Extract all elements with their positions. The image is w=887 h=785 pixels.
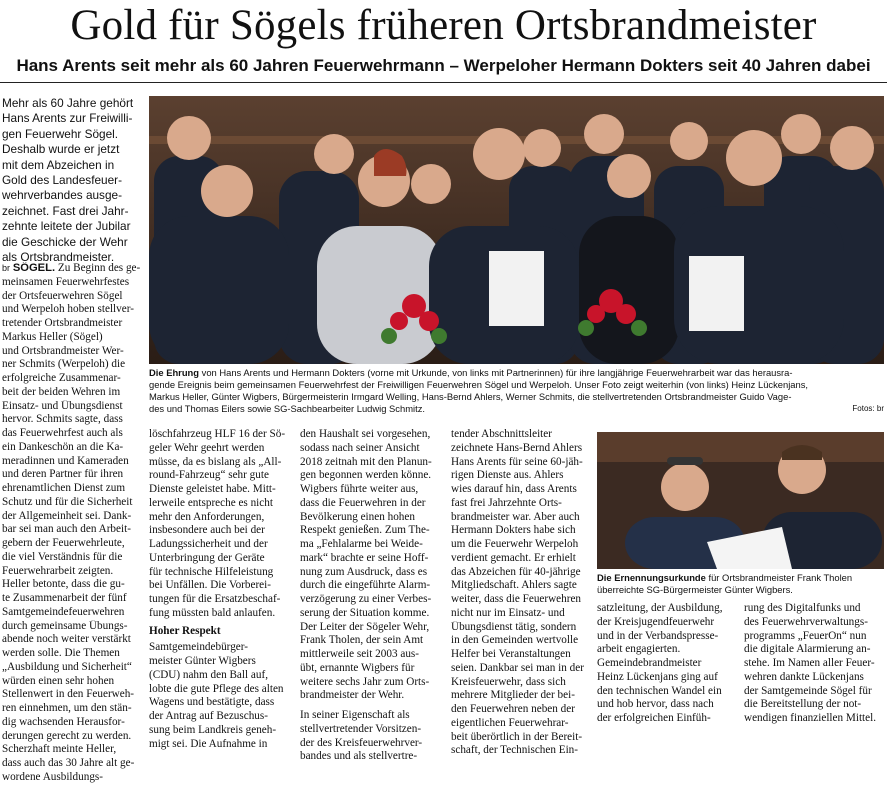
text-line: zehnte leitete der Jubilar bbox=[2, 219, 131, 234]
text-line: arbeit engagierten. bbox=[597, 643, 681, 656]
text-line: meradinnen und Kameraden bbox=[2, 454, 129, 467]
text-line: ehrenamtlichen Dienst zum bbox=[2, 482, 126, 494]
text-line: die Geschicke der Wehr bbox=[2, 234, 128, 249]
text-line: satzleitung, der Ausbildung, bbox=[597, 602, 723, 614]
article-column-6 bbox=[744, 602, 884, 726]
text-line: Hermann Dokters habe sich bbox=[451, 524, 576, 537]
subhead: Hoher Respekt bbox=[149, 624, 221, 637]
text-line: nicht nur im Einsatz- und bbox=[451, 606, 565, 619]
text-line: der Ortsfeuerwehren Sögel bbox=[2, 289, 123, 302]
text-line: sung beim Landkreis geneh- bbox=[149, 723, 277, 736]
text-line: fast frei Jahrzehnte Orts- bbox=[451, 496, 562, 509]
text-line: Bevölkerung einen hohen bbox=[300, 510, 415, 523]
main-photo bbox=[149, 96, 884, 364]
text-line: bandes und als stellvertre- bbox=[300, 750, 418, 763]
headline: Gold für Sögels früheren Ortsbrandmeister bbox=[70, 2, 817, 49]
text-line: bei Unfällen. Die Vorberei- bbox=[149, 579, 271, 592]
text-line: wehrverbandes ausge- bbox=[2, 188, 123, 203]
text-line: für technische Hilfeleistung bbox=[149, 565, 274, 578]
text-line: round-Fahrzeug“ sehr gute bbox=[149, 469, 269, 482]
text-line: wies darauf hin, dass Arents bbox=[451, 483, 577, 495]
text-line: zeichnete Hans-Bernd Ahlers bbox=[451, 441, 583, 454]
text-line: mehr den Anforderungen, bbox=[149, 510, 265, 523]
article-column-3 bbox=[300, 428, 446, 764]
text-line: zeichnet. Fast drei Jahr- bbox=[2, 203, 129, 218]
text-line: weiter, dass die Feuerwehren bbox=[451, 593, 582, 605]
text-line: durch die eingeführte Alarm- bbox=[300, 579, 431, 592]
text-line: fung müssten bald anlaufen. bbox=[149, 606, 276, 619]
text-line: Scherzhaft meinte Heller, bbox=[2, 743, 117, 756]
text-line: lerweile entspreche es nicht bbox=[149, 496, 273, 509]
text-line: und Ortsbrandmeister Wer- bbox=[2, 344, 124, 357]
text-line: müsse, da es bislang als „All- bbox=[149, 455, 282, 468]
certificate-caption bbox=[597, 572, 884, 596]
text-line: verzögerung zu einer Verbes- bbox=[300, 593, 432, 605]
divider bbox=[0, 82, 887, 83]
text-line: wehren dankte Lückenjans bbox=[744, 670, 864, 683]
text-line: tretender Ortsbrandmeister bbox=[2, 317, 123, 329]
text-line: der des Kreisfeuerwehrver- bbox=[300, 736, 423, 749]
text-line: und in der Verbandspresse- bbox=[597, 629, 719, 642]
text-line: Übungsdienst tätig, sondern bbox=[451, 620, 577, 633]
text-line: mark“ brachte er seine Hoff- bbox=[300, 551, 429, 564]
dateline-prefix: br bbox=[2, 263, 11, 273]
text-line: ein Dankeschön an die Ka- bbox=[2, 440, 124, 453]
text-line: dig wachsenden Herausfor- bbox=[2, 715, 125, 728]
text-line: (CDU) nahm den Ball auf, bbox=[149, 668, 268, 681]
subline: Hans Arents seit mehr als 60 Jahren Feuerwehrmann – Werpeloher Hermann Dokters seit 40 Jahren dabei bbox=[16, 56, 871, 75]
text-line: Gold des Landesfeuer- bbox=[2, 173, 123, 188]
caption-line: für Ortsbrandmeister Frank Tholen bbox=[705, 572, 853, 583]
text-line: der erfolgreichen Einfüh- bbox=[597, 712, 711, 724]
text-line: „Ausbildung und Sicherheit“ bbox=[2, 660, 132, 673]
text-line: erfolgreiche Zusammenar- bbox=[2, 372, 121, 384]
caption-lead: Die Ehrung bbox=[149, 367, 200, 378]
text-line: eigentlichen Feuerwehrar- bbox=[451, 716, 569, 729]
text-line: gebern der Feuerwehrleute, bbox=[2, 537, 125, 549]
text-line: den Haushalt sei vorgesehen, bbox=[300, 428, 431, 440]
text-line: Wagens und bestätigte, dass bbox=[149, 696, 275, 709]
text-line: dass die Feuerwehren in der bbox=[300, 496, 426, 509]
text-line: Hans Arents zur Freiwilli- bbox=[2, 111, 133, 126]
text-line: löschfahrzeug HLF 16 der Sö- bbox=[149, 428, 286, 440]
text-line: tungen für die Ersatzbeschaf- bbox=[149, 593, 281, 605]
caption-line: von Hans Arents und Hermann Dokters (vorne mit Urkunde, von links mit Partnerinnen) für ihre langjährige Feuerwehrarbeit war das herausra- bbox=[201, 367, 793, 378]
group-photo-illustration bbox=[149, 96, 884, 364]
text-line: abende noch weiter verstärkt bbox=[2, 633, 131, 646]
text-line: wendigen finanziellen Mittel. bbox=[744, 712, 877, 724]
text-line: um die Feuerwehr Werpeloh bbox=[451, 538, 579, 550]
text-line: und hob hervor, dass nach bbox=[597, 698, 714, 711]
text-line: te Zusammenarbeit der fünf bbox=[2, 592, 127, 604]
text-line: Helfer bei Veranstaltungen bbox=[451, 648, 571, 660]
caption-line: Markus Heller, Günter Wigbers, Bürgermeisterin Irmgard Welling, Hans-Bernd Ahlers, Werner Schmits, die stellvertretenden Ortsbrandmeister Guido Vage- bbox=[149, 391, 792, 402]
text-line: migt sei. Die Aufnahme in bbox=[149, 737, 268, 750]
certificate-photo-illustration bbox=[597, 432, 884, 569]
text-line: tender Abschnittsleiter bbox=[451, 428, 552, 440]
text-line: derungen gerecht zu werden. bbox=[2, 729, 132, 742]
text-line: als Ortsbrandmeister. bbox=[2, 250, 115, 265]
text-line: ren einnehmen, um den stän- bbox=[2, 702, 132, 714]
text-line: ner Schmits (Werpeloh) die bbox=[2, 358, 126, 371]
article-column-4 bbox=[451, 428, 591, 758]
text-line: würden einen sehr hohen bbox=[2, 674, 115, 687]
caption-line: überreichte SG-Bürgermeister Günter Wigbers. bbox=[597, 584, 793, 595]
text-line: Gemeindebrandmeister bbox=[597, 657, 702, 669]
text-line: Samtgemeindefeuerwehren bbox=[2, 605, 125, 618]
text-line: meinsamen Feuerwehrfestes bbox=[2, 275, 130, 288]
text-line: die Bereitstellung der not- bbox=[744, 698, 862, 711]
text-line: Dienste geleistet habe. Mitt- bbox=[149, 483, 276, 495]
text-line: rung des Digitalfunks und bbox=[744, 602, 861, 614]
text-line: Stellenwert in den Feuerweh- bbox=[2, 688, 135, 701]
text-line: der Allgemeinheit sei. Dank- bbox=[2, 509, 132, 522]
text-line: die digitale Alarmierung an- bbox=[744, 643, 871, 656]
text-line: Mitgliedschaft. Ahlers sagte bbox=[451, 579, 577, 592]
first-line: Zu Beginn des ge- bbox=[55, 262, 141, 274]
text-line: in den Gemeinden wertvolle bbox=[451, 634, 579, 647]
text-line: mit dem Abzeichen in bbox=[2, 157, 115, 172]
text-line: insbesondere auch bei der bbox=[149, 524, 265, 537]
text-line: gen Feuerwehr Sögel. bbox=[2, 126, 119, 141]
text-line: Ladungssicherheit und der bbox=[149, 538, 268, 550]
text-line: Feuerwehrarbeit zeigten. bbox=[2, 564, 114, 577]
text-line: mittlerweile seit 2003 aus- bbox=[300, 648, 419, 660]
intro-text bbox=[2, 96, 144, 265]
text-line: nung zum Ausdruck, dass es bbox=[300, 565, 428, 578]
text-line: und Werpeloh hoben stellver- bbox=[2, 303, 134, 316]
text-line: gen begonnen werden könne. bbox=[300, 469, 432, 482]
text-line: der Antrag auf Bezuschus- bbox=[149, 710, 268, 722]
text-line: bar sei man auch den Arbeit- bbox=[2, 523, 131, 536]
text-line: das Abzeichen für 40-jährige bbox=[451, 565, 581, 578]
certificate-photo bbox=[597, 432, 884, 569]
text-line: beit der beiden Wehren im bbox=[2, 385, 121, 398]
text-line: verdient gemacht. Er erhielt bbox=[451, 551, 576, 564]
photo-credit: Fotos: br bbox=[852, 404, 884, 413]
text-line: und deren Partner für ihren bbox=[2, 468, 124, 481]
text-line: stellvertretender Vorsitzen- bbox=[300, 722, 422, 735]
text-line: schaft, der Technischen Ein- bbox=[451, 744, 578, 757]
text-line: der Kreisjugendfeuerwehr bbox=[597, 615, 715, 628]
text-line: Heller betonte, dass die gu- bbox=[2, 578, 125, 591]
text-line: Kreisfeuerwehr, dass sich bbox=[451, 675, 566, 688]
text-line: der Samtgemeinde Sögel für bbox=[744, 684, 872, 697]
text-line: lobte die gute Pflege des alten bbox=[149, 682, 284, 695]
text-line: die viel Verständnis für die bbox=[2, 550, 123, 563]
text-line: dass auch das 30 Jahre alt ge- bbox=[2, 757, 135, 769]
article-column-1 bbox=[2, 262, 142, 785]
text-line: Wigbers führte weiter aus, bbox=[300, 483, 419, 495]
text-line: Schutz und für die Sicherheit bbox=[2, 495, 133, 508]
text-line: Markus Heller (Sögel) bbox=[2, 330, 103, 343]
text-line: seien. Dankbar sei man in der bbox=[451, 661, 584, 674]
text-line: brandmeister der Wehr. bbox=[300, 689, 405, 702]
article-column-2 bbox=[149, 428, 295, 751]
article-column-5 bbox=[597, 602, 737, 726]
text-line: stehe. Im Namen aller Feuer- bbox=[744, 657, 875, 669]
text-line: sodass nach seiner Ansicht bbox=[300, 441, 420, 454]
text-line: Unterbringung der Geräte bbox=[149, 551, 265, 564]
text-line: 2018 zeitnah mit den Planun- bbox=[300, 455, 432, 468]
text-line: rigen Dienste aus. Ahlers bbox=[451, 469, 564, 482]
text-line: des Feuerwehrverwaltungs- bbox=[744, 615, 868, 628]
text-line: Samtgemeindebürger- bbox=[149, 641, 248, 654]
text-line: wordene Ausbildungs- bbox=[2, 770, 103, 783]
text-line: hervor. Schmits sagte, dass bbox=[2, 413, 123, 426]
caption-lead: Die Ernennungsurkunde bbox=[597, 572, 706, 583]
text-line: Deshalb wurde er jetzt bbox=[2, 142, 120, 157]
text-line: Hans Arents für seine 60-jäh- bbox=[451, 455, 583, 468]
text-line: serung der Situation komme. bbox=[300, 606, 430, 619]
text-line: durch gemeinsame Übungs- bbox=[2, 619, 128, 632]
text-line: Der Leiter der Sögeler Wehr, bbox=[300, 620, 430, 633]
text-line: Mehr als 60 Jahre gehört bbox=[2, 96, 134, 110]
text-line: das Feuerwehrfest auch als bbox=[2, 427, 123, 439]
text-line: den technischen Wandel ein bbox=[597, 684, 722, 697]
dateline: SÖGEL. bbox=[12, 262, 56, 274]
text-line: In seiner Eigenschaft als bbox=[300, 709, 410, 721]
text-line: geler Wehr geehrt werden bbox=[149, 441, 265, 454]
text-line: werden solle. Die Themen bbox=[2, 647, 120, 659]
caption-line: gende Ereignis beim gemeinsamen Feuerwehrfest der Freiwilligen Feuerwehren Sögel und Werpeloh. Unser Foto zeigt weiterhin (von links) Heinz Lückenjans, bbox=[149, 379, 809, 390]
caption-line: des und Thomas Eilers sowie SG-Sachbearbeiter Ludwig Schmitz. bbox=[149, 403, 425, 414]
text-line: meister Günter Wigbers bbox=[149, 655, 256, 667]
text-line: Einsatz- und Übungsdienst bbox=[2, 399, 123, 412]
text-line: übt, ernannte Wigbers für bbox=[300, 661, 415, 674]
text-line: Frank Tholen, der sein Amt bbox=[300, 634, 424, 647]
text-line: Respekt genießen. Zum The- bbox=[300, 524, 430, 537]
text-line: programms „FeuerOn“ nun bbox=[744, 629, 867, 642]
text-line: Heinz Lückenjans ging auf bbox=[597, 670, 718, 683]
text-line: beit überörtlich in der Bereit- bbox=[451, 730, 583, 743]
text-line: weitere sechs Jahr zum Orts- bbox=[300, 675, 430, 688]
text-line: ma „Fehlalarme bei Weide- bbox=[300, 538, 423, 550]
main-photo-caption bbox=[149, 367, 884, 415]
text-line: brandmeister war. Aber auch bbox=[451, 510, 580, 523]
text-line: mehrere Mitglieder der bei- bbox=[451, 689, 575, 702]
text-line: den Feuerwehren neben der bbox=[451, 703, 575, 715]
